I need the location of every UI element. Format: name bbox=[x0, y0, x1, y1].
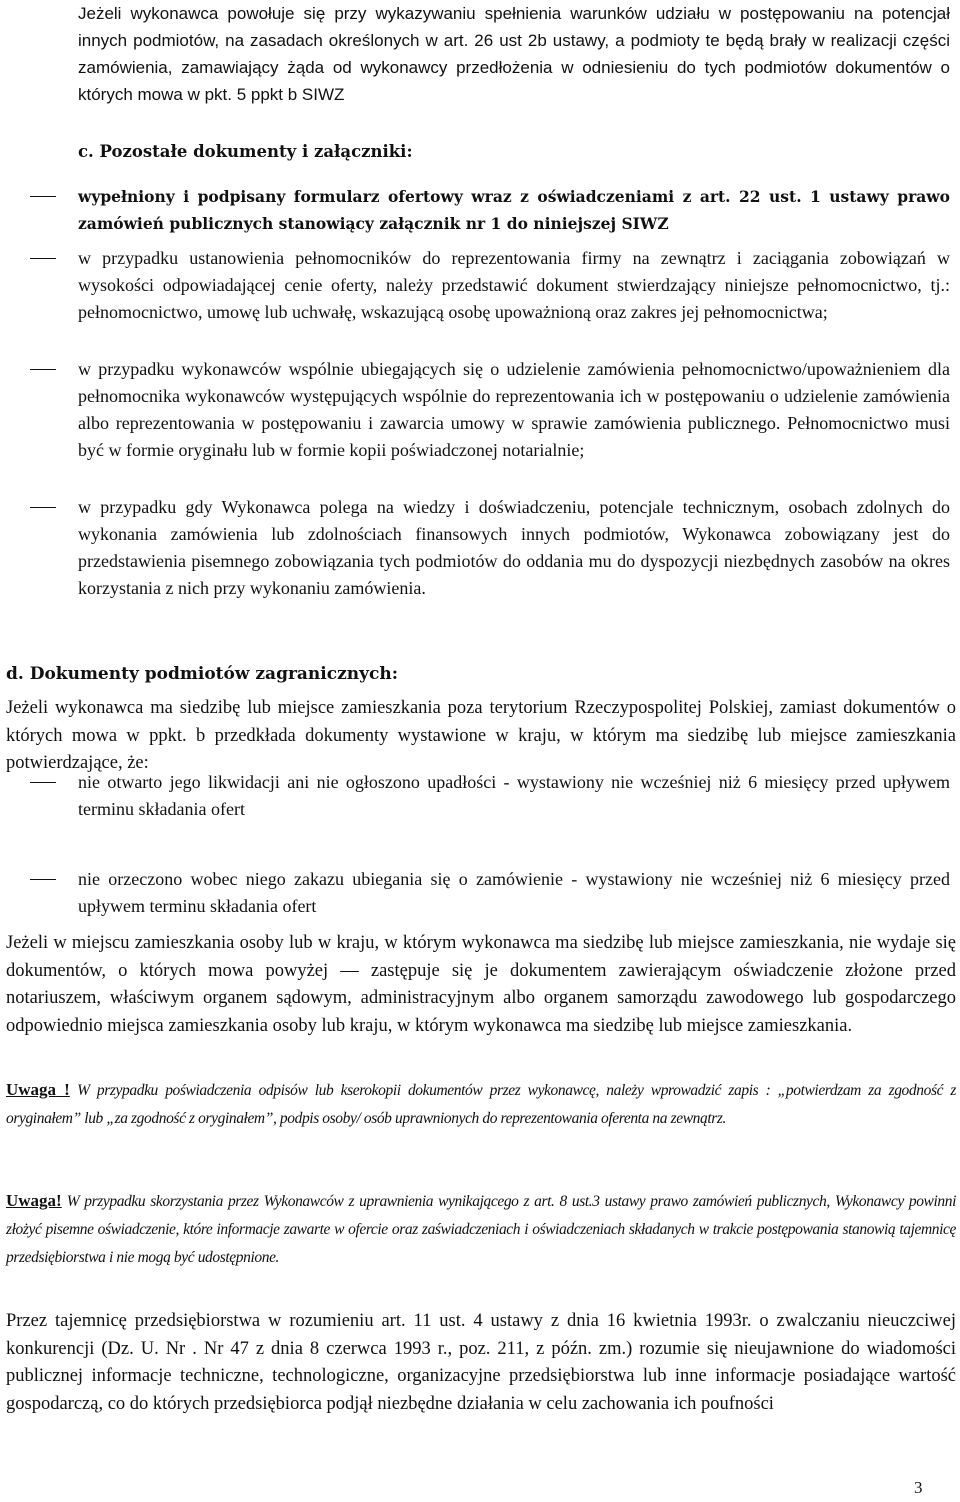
dash-bullet-icon bbox=[30, 507, 56, 508]
dash-bullet-icon bbox=[30, 369, 56, 370]
note-text: W przypadku poświadczenia odpisów lub kserokopii dokumentów przez wykonawcę, należy wprowadzić zapis : „potwierdzam za zgodność z oryginałem” lub „za zgodność z oryginałem”, podpis osoby/ osób uprawnionych do reprezentowania oferenta na zewnątrz. bbox=[6, 1082, 956, 1127]
section-d-item-text: nie otwarto jego likwidacji ani nie ogłoszono upadłości - wystawiony nie wcześniej niż 6 miesięcy przed upływem terminu składania ofert bbox=[78, 772, 950, 819]
section-d-item-text: nie orzeczono wobec niego zakazu ubiegania się o zamówienie - wystawiony nie wcześniej niż 6 miesięcy przed upływem terminu składania ofert bbox=[78, 869, 950, 916]
trade-secret-paragraph: Przez tajemnicę przedsiębiorstwa w rozumieniu art. 11 ust. 4 ustawy z dnia 16 kwietnia 1993r. o zwalczaniu nieuczciwej konkurencji (Dz. U. Nr . Nr 47 z dnia 8 czerwca 1993 r., poz. 211, z późn. zm.) rozumie się nieujawnione do wiadomości publicznej informacje techniczne, technologiczne, organizacyjne przedsiębiorstwa lub inne informacje posiadające wartość gospodarczą, co do których przedsiębiorca podjął niezbędne działania w celu zachowania ich poufności bbox=[6, 1311, 956, 1414]
note-confidentiality bbox=[6, 1187, 956, 1272]
page-number: 3 bbox=[914, 1478, 923, 1497]
section-d-paragraph-2: Jeżeli w miejscu zamieszkania osoby lub w kraju, w którym wykonawca ma siedzibę lub miejsce zamieszkania, nie wydaje się dokumentów, o których mowa powyżej — zastępuje się je dokumentem zawierającym oświadczenie złożone przed notariuszem, właściwym organem sądowym, administracyjnym albo organem samorządu zawodowego lub gospodarczego odpowiednio miejsca zamieszkania osoby lub kraju, w którym wykonawca ma siedzibę lub miejsce zamieszkania. bbox=[6, 933, 956, 1036]
section-c-item-text: w przypadku wykonawców wspólnie ubiegających się o udzielenie zamówienia pełnomocnictwo/upoważnieniem dla pełnomocnika wykonawców występujących wspólnie do reprezentowania ich w postępowaniu o udzielenie zamówienia albo reprezentowania w postępowaniu i zawarcia umowy w sprawie zamówienia publicznego. Pełnomocnictwo musi być w formie oryginału lub w formie kopii poświadczonej notarialnie; bbox=[78, 359, 950, 460]
section-c-item-text: wypełniony i podpisany formularz ofertowy wraz z oświadczeniami z art. 22 ust. 1 ustawy prawo zamówień publicznych stanowiący załącznik nr 1 do niniejszej SIWZ bbox=[78, 187, 950, 233]
dash-bullet-icon bbox=[30, 879, 56, 880]
dash-bullet-icon bbox=[30, 782, 56, 783]
section-c-item-text: w przypadku ustanowienia pełnomocników do reprezentowania firmy na zewnątrz i zaciągania zobowiązań w wysokości odpowiadającej cenie oferty, należy przedstawić dokument stwierdzający niniejsze pełnomocnictwo, tj.: pełnomocnictwo, umowę lub uchwałę, wskazującą osobę upoważnioną oraz zakres jej pełnomocnictwa; bbox=[78, 248, 950, 322]
note-certification bbox=[6, 1076, 956, 1133]
dash-bullet-icon bbox=[30, 196, 56, 197]
intro-paragraph: Jeżeli wykonawca powołuje się przy wykazywaniu spełnienia warunków udziału w postępowaniu na potencjał innych podmiotów, na zasadach określonych w art. 26 ust 2b ustawy, a podmioty te będą brały w realizacji części zamówienia, zamawiający żąda od wykonawcy przedłożenia w odniesieniu do tych podmiotów dokumentów o których mowa w pkt. 5 ppkt b SIWZ bbox=[78, 4, 950, 104]
dash-bullet-icon bbox=[30, 258, 56, 259]
section-c-heading: c. Pozostałe dokumenty i załączniki: bbox=[78, 142, 413, 161]
note-text: W przypadku skorzystania przez Wykonawców z uprawnienia wynikającego z art. 8 ust.3 ustawy prawo zamówień publicznych, Wykonawcy powinni złożyć pisemne oświadczenie, które informacje zawarte w ofercie oraz zaświadczeniach i oświadczeniach składanych w trakcie postępowania stanowią tajemnicę przedsiębiorstwa i nie mogą być udostępnione. bbox=[6, 1193, 956, 1266]
note-label: Uwaga ! bbox=[6, 1080, 70, 1099]
note-label: Uwaga! bbox=[6, 1191, 62, 1210]
section-c-item-text: w przypadku gdy Wykonawca polega na wiedzy i doświadczeniu, potencjale technicznym, osobach zdolnych do wykonania zamówienia lub zdolnościach finansowych innych podmiotów, Wykonawca zobowiązany jest do przedstawienia pisemnego zobowiązania tych podmiotów do oddania mu do dyspozycji niezbędnych zasobów na okres korzystania z nich przy wykonaniu zamówienia. bbox=[78, 497, 950, 598]
section-d-heading: d. Dokumenty podmiotów zagranicznych: bbox=[6, 664, 398, 684]
section-d-paragraph: Jeżeli wykonawca ma siedzibę lub miejsce zamieszkania poza terytorium Rzeczypospolitej Polskiej, zamiast dokumentów o których mowa w ppkt. b przedkłada dokumenty wystawione w kraju, w którym ma siedzibę lub miejsce zamieszkania potwierdzające, że: bbox=[6, 698, 956, 773]
